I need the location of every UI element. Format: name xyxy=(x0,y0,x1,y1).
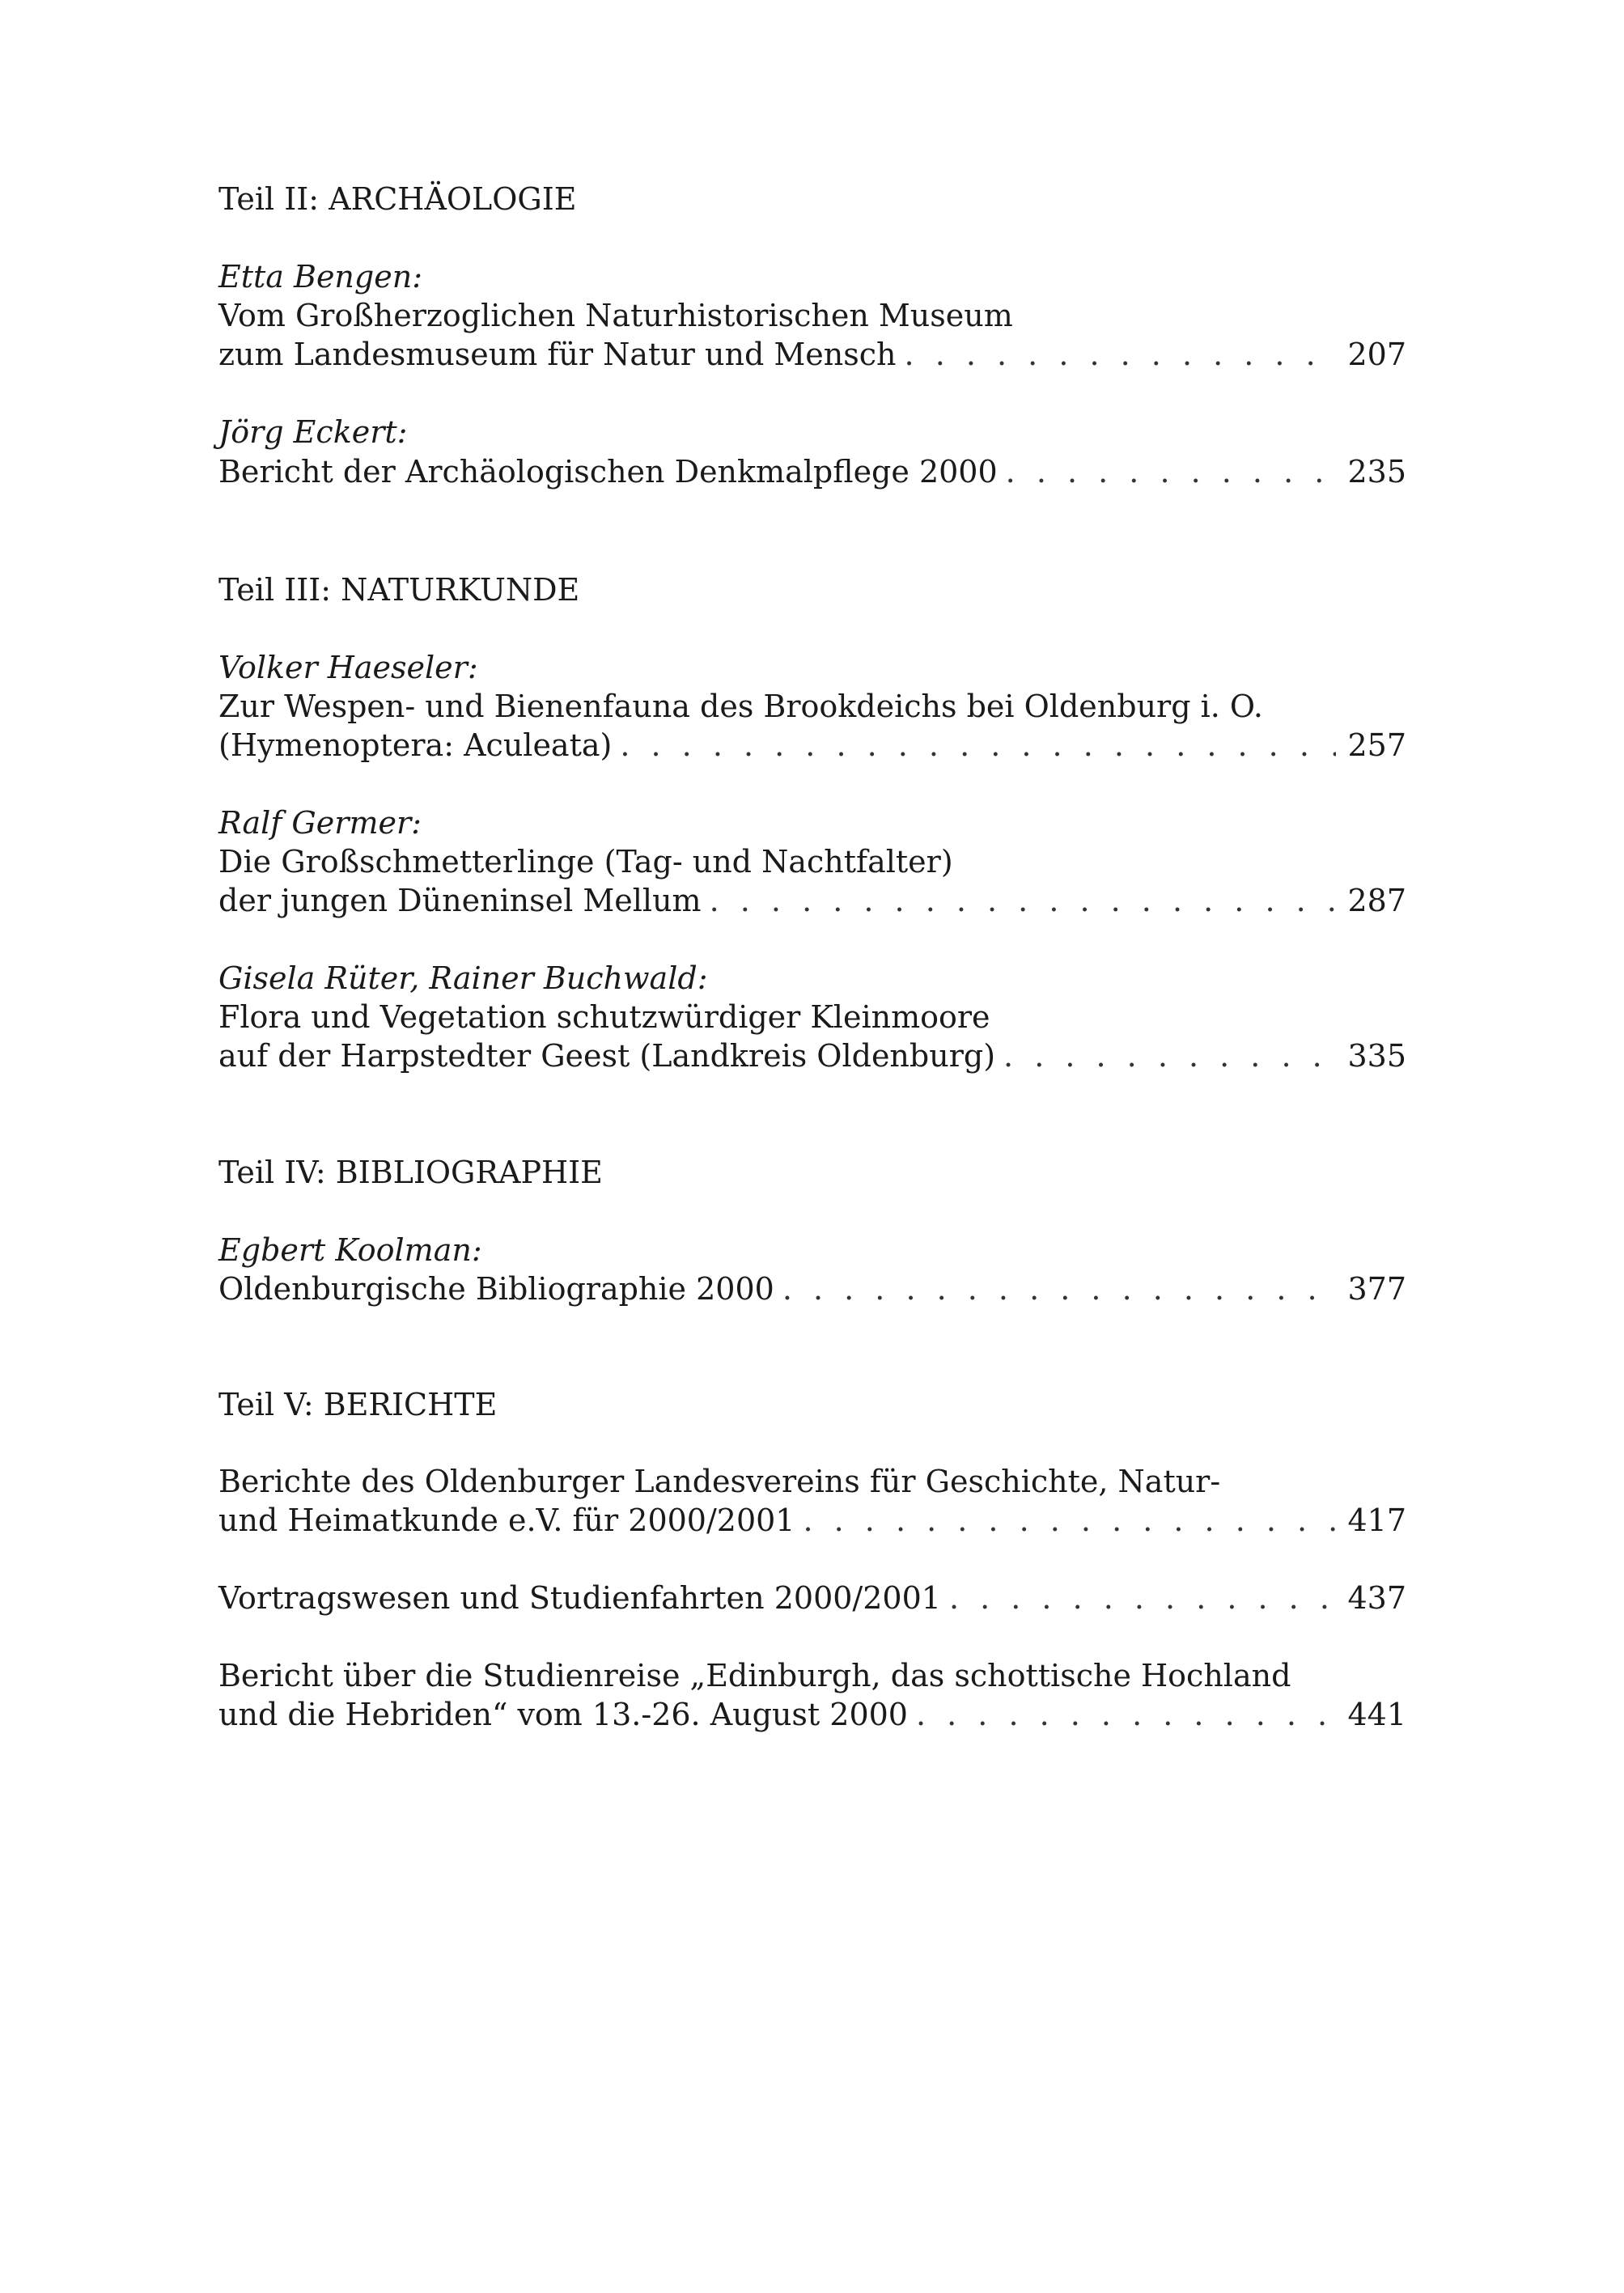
entry-title-line: Berichte des Oldenburger Landesvereins für Geschichte, Natur- xyxy=(218,1464,1221,1499)
entry-title-line: Vortragswesen und Studienfahrten 2000/2001 xyxy=(218,1580,941,1616)
page-number: 287 xyxy=(1347,883,1406,918)
entry-title-line: auf der Harpstedter Geest (Landkreis Oldenburg) xyxy=(218,1038,996,1074)
section-heading: Teil V: BERICHTE xyxy=(218,1387,498,1422)
entry-author: Ralf Germer: xyxy=(218,805,422,841)
entry-title-line: Zur Wespen- und Bienenfauna des Brookdeichs bei Oldenburg i. O. xyxy=(218,689,1263,724)
entry-title-line: Flora und Vegetation schutzwürdiger Kleinmoore xyxy=(218,999,990,1035)
toc-entry[interactable] xyxy=(218,1694,1406,1735)
entry-title-line: Die Großschmetterlinge (Tag- und Nachtfalter) xyxy=(218,844,953,879)
entry-author: Etta Bengen: xyxy=(218,259,422,295)
entry-title-line: Bericht der Archäologischen Denkmalpflege 2000 xyxy=(218,454,998,490)
leader-dots xyxy=(1006,451,1337,492)
entry-title-line: und Heimatkunde e.V. für 2000/2001 xyxy=(218,1503,795,1538)
toc-entry[interactable] xyxy=(218,1500,1406,1541)
entry-author: Jörg Eckert: xyxy=(218,414,408,450)
entry-title-line: Oldenburgische Bibliographie 2000 xyxy=(218,1271,774,1307)
page-number: 257 xyxy=(1347,727,1406,763)
leader-dots xyxy=(782,1269,1337,1309)
section-heading: Teil III: NATURKUNDE xyxy=(218,572,580,608)
leader-dots xyxy=(905,334,1337,375)
toc-entry[interactable] xyxy=(218,334,1406,375)
entry-title-line: und die Hebriden“ vom 13.-26. August 2000 xyxy=(218,1697,908,1732)
entry-title-line: zum Landesmuseum für Natur und Mensch xyxy=(218,337,897,372)
toc-entry[interactable] xyxy=(218,1036,1406,1076)
page-number: 235 xyxy=(1347,454,1406,490)
page-number: 437 xyxy=(1347,1580,1406,1616)
leader-dots xyxy=(949,1578,1337,1618)
entry-title-line: der jungen Düneninsel Mellum xyxy=(218,883,702,918)
page-number: 417 xyxy=(1347,1503,1406,1538)
section-heading: Teil II: ARCHÄOLOGIE xyxy=(218,181,577,217)
leader-dots xyxy=(1003,1036,1336,1076)
section-heading: Teil IV: BIBLIOGRAPHIE xyxy=(218,1155,603,1190)
page-number: 377 xyxy=(1347,1271,1406,1307)
entry-author: Volker Haeseler: xyxy=(218,650,478,685)
toc-entry[interactable] xyxy=(218,880,1406,921)
entry-title-line: Bericht über die Studienreise „Edinburgh, das schottische Hochland xyxy=(218,1658,1291,1693)
leader-dots xyxy=(803,1500,1336,1541)
leader-dots xyxy=(620,725,1336,765)
entry-author: Gisela Rüter, Rainer Buchwald: xyxy=(218,960,708,996)
toc-entry[interactable] xyxy=(218,451,1406,492)
leader-dots xyxy=(710,880,1337,921)
page-number: 335 xyxy=(1347,1038,1406,1074)
leader-dots xyxy=(916,1694,1336,1735)
entry-title-line: Vom Großherzoglichen Naturhistorischen Museum xyxy=(218,298,1013,333)
toc-entry[interactable] xyxy=(218,725,1406,765)
entry-author: Egbert Koolman: xyxy=(218,1232,482,1268)
page-number: 441 xyxy=(1347,1697,1406,1732)
page-number: 207 xyxy=(1347,337,1406,372)
toc-entry[interactable] xyxy=(218,1269,1406,1309)
toc-entry[interactable] xyxy=(218,1578,1406,1618)
entry-title-line: (Hymenoptera: Aculeata) xyxy=(218,727,613,763)
